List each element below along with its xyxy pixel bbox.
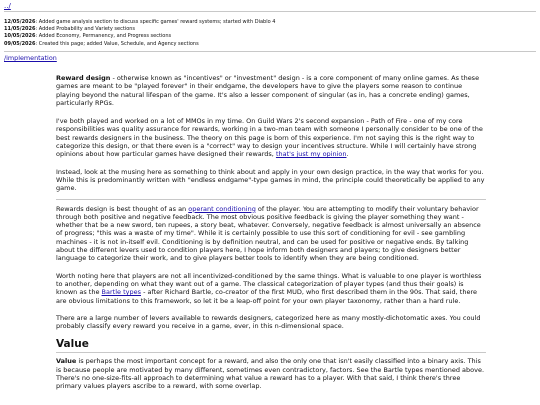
section-divider	[56, 199, 486, 200]
levers-paragraph: There are a large number of levers available to rewards designers, categorized here as many mostly-dichotomatic axes. You could probably classify every reward you receive in a game, ever, in this n-dimensional space.	[56, 313, 481, 331]
bartle-text-cont: - after Richard Bartle, co-creator of the first MUD, who first described them in the 90s. That said, there are obvious limitations to this framework, so let it be a leap-off point for your own player taxonomy, rather than a hard rule.	[56, 288, 477, 305]
value-heading-underline	[56, 352, 486, 353]
parent-directory-link[interactable]: ../	[4, 2, 11, 10]
conditioning-paragraph	[56, 205, 486, 263]
changelog	[4, 19, 424, 48]
article-body	[56, 74, 486, 391]
changelog-date: 09/05/2026	[4, 40, 36, 47]
opinion-link[interactable]: that's just my opinion	[275, 150, 347, 159]
header-divider	[4, 11, 536, 12]
bartle-types-link[interactable]: Bartle types	[101, 288, 141, 297]
reward-design-term: Reward design	[56, 74, 111, 82]
intro-text: - otherwise known as "incentives" or "investment" design - is a core component of many online games. As these games are meant to be "played forever" in their endgame, the developers have to give the players some reason to continue playing beyond the natural lifespan of the game. It's also a lesser component of singular (as in, has a concrete ending) games, particularly RPGs.	[56, 74, 480, 107]
experience-text-end: .	[346, 150, 349, 159]
bartle-text: Worth noting here that players are not all incentivized-conditioned by the same things. What is valuable to one player is worthless to another, depending on what they want out of a game. The classical categorization of player types (and thus their goals) is known as the	[56, 271, 482, 297]
intro-paragraph	[56, 74, 486, 107]
changelog-date: 11/05/2026	[4, 26, 36, 33]
changelog-entry	[4, 26, 424, 33]
changelog-entry	[4, 41, 424, 48]
changelog-entry	[4, 33, 424, 40]
changelog-text: : Added Economy, Permanency, and Progress sections	[35, 33, 172, 40]
value-term: Value	[56, 357, 77, 366]
changelog-text: : Created this page; added Value, Schedule, and Agency sections	[35, 40, 199, 47]
changelog-date: 10/05/2026	[4, 33, 36, 40]
operant-conditioning-link[interactable]: operant conditioning	[188, 204, 256, 213]
musing-paragraph: Instead, look at the musing here as something to think about and apply in your own design practice, in the way that works for you. While this is predominantly written with "endless endgame"-type games in mind, the principle could theoretically be applied to any game.	[56, 167, 485, 193]
changelog-text: : Added Probability and Variety sections	[35, 26, 136, 33]
value-paragraph	[56, 357, 486, 390]
experience-text: I've both played and worked on a lot of MMOs in my time. On Guild Wars 2's second expansion - Path of Fire - one of my core responsibilities was quality assurance for rewards, working in a two-man team with someone I personally consider to be one of the best rewards designers in the business. The theory on this page is born of this experience. I'm not saying this is the right way to categorize this design, or that there even is a "correct" way to design your incentives structure. While I will certainly have strong opinions about how particular games have designed their rewards,	[56, 117, 483, 159]
value-text: is perhaps the most important concept for a reward, and also the only one that isn't easily classified into a binary axis. This is because people are motivated by many different, sometimes even contradictory, factors. See the Bartle types mentioned above. There's no one-size-fits-all approach to determining what value a reward has to a player. With that said, I think there's three primary values players ascribe to a reward, with some overlap.	[56, 357, 485, 391]
conditioning-text: Rewards design is best thought of as an	[56, 204, 189, 213]
implementation-link[interactable]: /implementation	[4, 54, 57, 62]
conditioning-text-cont: of the player. You are attempting to modify their voluntary behavior through both positive and negative feedback. The most obvious positive feedback is giving the player something they want - whether that be a new sword, ten rupees, a story beat, whatever. Conversely, negative feedback is almost universally an absence of progress; "this was a waste of my time". While it is certainly possible to use this sort of conditioning for evil - see gambling machines - it is not in-itself evil. Conditioning is by definition neutral, and can be used for positive or negative ends. By talking about the different levers used to condition players here, I hope inform both designers and players; to give designers better language to categorize their work, and to give players better tools to identify when they are being conditioned.	[56, 204, 481, 263]
changelog-date: 12/05/2026	[4, 19, 36, 25]
value-heading: Value	[56, 338, 89, 351]
changelog-text: : Added game analysis section to discuss specific games' reward systems; started with Diablo 4	[35, 19, 276, 25]
changelog-divider	[4, 51, 536, 52]
bartle-paragraph	[56, 272, 486, 305]
experience-paragraph	[56, 117, 486, 158]
changelog-entry	[4, 19, 424, 26]
